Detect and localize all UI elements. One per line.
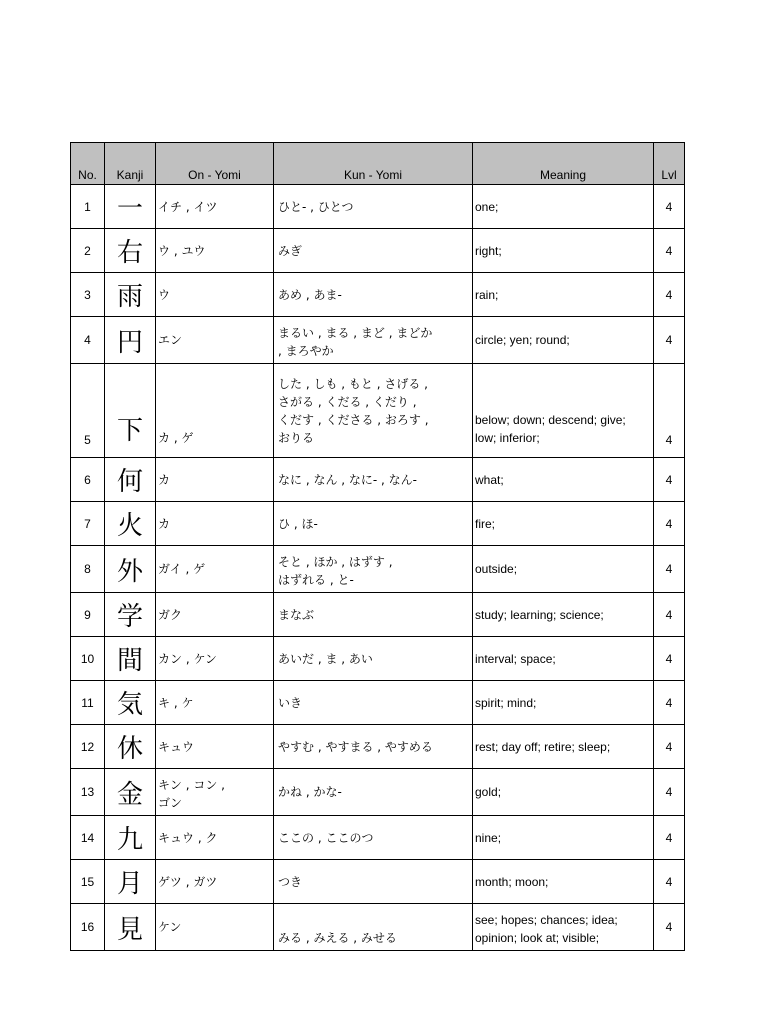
level-cell[interactable]: 4 (654, 593, 685, 637)
kun-yomi-cell[interactable]: やすむ , やすまる , やすめる (274, 725, 473, 769)
table-row (71, 816, 685, 860)
on-yomi-cell[interactable]: キュウ (156, 725, 274, 769)
on-yomi-cell[interactable]: カン , ケン (156, 637, 274, 681)
table-row (71, 364, 685, 458)
on-yomi-cell[interactable]: キ , ケ (156, 681, 274, 725)
header-no[interactable]: No. (71, 143, 105, 185)
level-cell[interactable]: 4 (654, 273, 685, 317)
on-yomi-cell[interactable]: ウ (156, 273, 274, 317)
kanji-cell[interactable]: 学 (105, 593, 156, 637)
kun-yomi-cell[interactable]: ここの , ここのつ (274, 816, 473, 860)
kun-yomi-cell[interactable]: あいだ , ま , あい (274, 637, 473, 681)
kanji-cell[interactable]: 見 (105, 904, 156, 951)
on-yomi-cell[interactable]: キュウ , ク (156, 816, 274, 860)
kun-yomi-cell[interactable]: いき (274, 681, 473, 725)
kanji-cell[interactable]: 気 (105, 681, 156, 725)
level-cell[interactable]: 4 (654, 458, 685, 502)
on-yomi-cell[interactable]: ケン (156, 904, 274, 951)
on-yomi-cell[interactable]: ガイ , ゲ (156, 546, 274, 593)
table-row (71, 458, 685, 502)
kun-yomi-cell[interactable]: した , しも , もと , さげる , さがる , くだる , くだり , くだす , くださる , おろす , おりる (274, 364, 473, 458)
row-number[interactable]: 8 (71, 546, 105, 593)
header-meaning[interactable]: Meaning (473, 143, 654, 185)
kun-yomi-cell[interactable]: あめ , あま- (274, 273, 473, 317)
level-cell[interactable]: 4 (654, 725, 685, 769)
table-row (71, 769, 685, 816)
level-cell[interactable]: 4 (654, 769, 685, 816)
on-yomi-cell[interactable]: キン , コン , ゴン (156, 769, 274, 816)
meaning-cell[interactable]: circle; yen; round; (473, 317, 654, 364)
kanji-cell[interactable]: 外 (105, 546, 156, 593)
kun-yomi-cell[interactable]: まるい , まる , まど , まどか , まろやか (274, 317, 473, 364)
meaning-cell[interactable]: rain; (473, 273, 654, 317)
table-row (71, 725, 685, 769)
level-cell[interactable]: 4 (654, 816, 685, 860)
meaning-cell[interactable]: study; learning; science; (473, 593, 654, 637)
row-number[interactable]: 3 (71, 273, 105, 317)
table-row (71, 546, 685, 593)
row-number[interactable]: 14 (71, 816, 105, 860)
row-number[interactable]: 10 (71, 637, 105, 681)
meaning-cell[interactable]: fire; (473, 502, 654, 546)
level-cell[interactable]: 4 (654, 229, 685, 273)
kanji-cell[interactable]: 金 (105, 769, 156, 816)
meaning-cell[interactable]: see; hopes; chances; idea; opinion; look at; visible; (473, 904, 654, 951)
table-row (71, 593, 685, 637)
meaning-cell[interactable]: nine; (473, 816, 654, 860)
meaning-cell[interactable]: rest; day off; retire; sleep; (473, 725, 654, 769)
row-number[interactable]: 13 (71, 769, 105, 816)
row-number[interactable]: 6 (71, 458, 105, 502)
on-yomi-cell[interactable]: カ , ゲ (156, 364, 274, 458)
header-row (71, 143, 685, 185)
level-cell[interactable]: 4 (654, 681, 685, 725)
row-number[interactable]: 1 (71, 185, 105, 229)
kun-yomi-cell[interactable]: つき (274, 860, 473, 904)
kun-yomi-cell[interactable]: みぎ (274, 229, 473, 273)
kanji-table (70, 142, 685, 951)
kanji-cell[interactable]: 右 (105, 229, 156, 273)
header-on-yomi[interactable]: On - Yomi (156, 143, 274, 185)
on-yomi-cell[interactable]: ウ , ユウ (156, 229, 274, 273)
meaning-cell[interactable]: below; down; descend; give; low; inferior; (473, 364, 654, 458)
table-row (71, 904, 685, 951)
meaning-cell[interactable]: month; moon; (473, 860, 654, 904)
kanji-cell[interactable]: 間 (105, 637, 156, 681)
table-row (71, 317, 685, 364)
kanji-cell[interactable]: 雨 (105, 273, 156, 317)
meaning-cell[interactable]: what; (473, 458, 654, 502)
on-yomi-cell[interactable]: エン (156, 317, 274, 364)
level-cell[interactable]: 4 (654, 637, 685, 681)
kanji-cell[interactable]: 下 (105, 364, 156, 458)
kun-yomi-cell[interactable]: なに , なん , なに- , なん- (274, 458, 473, 502)
level-cell[interactable]: 4 (654, 185, 685, 229)
on-yomi-cell[interactable]: カ (156, 502, 274, 546)
header-kun-yomi[interactable]: Kun - Yomi (274, 143, 473, 185)
row-number[interactable]: 5 (71, 364, 105, 458)
kanji-sheet (70, 142, 685, 951)
meaning-cell[interactable]: right; (473, 229, 654, 273)
kanji-cell[interactable]: 何 (105, 458, 156, 502)
row-number[interactable]: 9 (71, 593, 105, 637)
header-kanji[interactable]: Kanji (105, 143, 156, 185)
on-yomi-cell[interactable]: カ (156, 458, 274, 502)
level-cell[interactable]: 4 (654, 546, 685, 593)
meaning-cell[interactable]: spirit; mind; (473, 681, 654, 725)
table-row (71, 185, 685, 229)
table-row (71, 273, 685, 317)
meaning-cell[interactable]: interval; space; (473, 637, 654, 681)
level-cell[interactable]: 4 (654, 860, 685, 904)
kun-yomi-cell[interactable]: みる , みえる , みせる (274, 904, 473, 951)
kanji-cell[interactable]: 火 (105, 502, 156, 546)
level-cell[interactable]: 4 (654, 364, 685, 458)
row-number[interactable]: 7 (71, 502, 105, 546)
kun-yomi-cell[interactable]: かね , かな- (274, 769, 473, 816)
meaning-cell[interactable]: outside; (473, 546, 654, 593)
table-row (71, 229, 685, 273)
kanji-cell[interactable]: 円 (105, 317, 156, 364)
row-number[interactable]: 16 (71, 904, 105, 951)
row-number[interactable]: 12 (71, 725, 105, 769)
level-cell[interactable]: 4 (654, 502, 685, 546)
level-cell[interactable]: 4 (654, 317, 685, 364)
table-row (71, 860, 685, 904)
meaning-cell[interactable]: one; (473, 185, 654, 229)
row-number[interactable]: 4 (71, 317, 105, 364)
meaning-cell[interactable]: gold; (473, 769, 654, 816)
row-number[interactable]: 2 (71, 229, 105, 273)
kun-yomi-cell[interactable]: まなぶ (274, 593, 473, 637)
row-number[interactable]: 15 (71, 860, 105, 904)
table-row (71, 502, 685, 546)
row-number[interactable]: 11 (71, 681, 105, 725)
kun-yomi-cell[interactable]: ひ , ほ- (274, 502, 473, 546)
kanji-cell[interactable]: 一 (105, 185, 156, 229)
on-yomi-cell[interactable]: ガク (156, 593, 274, 637)
kun-yomi-cell[interactable]: ひと- , ひとつ (274, 185, 473, 229)
on-yomi-cell[interactable]: イチ , イツ (156, 185, 274, 229)
kanji-cell[interactable]: 九 (105, 816, 156, 860)
table-row (71, 681, 685, 725)
header-lvl[interactable]: Lvl (654, 143, 685, 185)
kun-yomi-cell[interactable]: そと , ほか , はずす , はずれる , と- (274, 546, 473, 593)
on-yomi-cell[interactable]: ゲツ , ガツ (156, 860, 274, 904)
kanji-cell[interactable]: 月 (105, 860, 156, 904)
table-row (71, 637, 685, 681)
kanji-cell[interactable]: 休 (105, 725, 156, 769)
level-cell[interactable]: 4 (654, 904, 685, 951)
